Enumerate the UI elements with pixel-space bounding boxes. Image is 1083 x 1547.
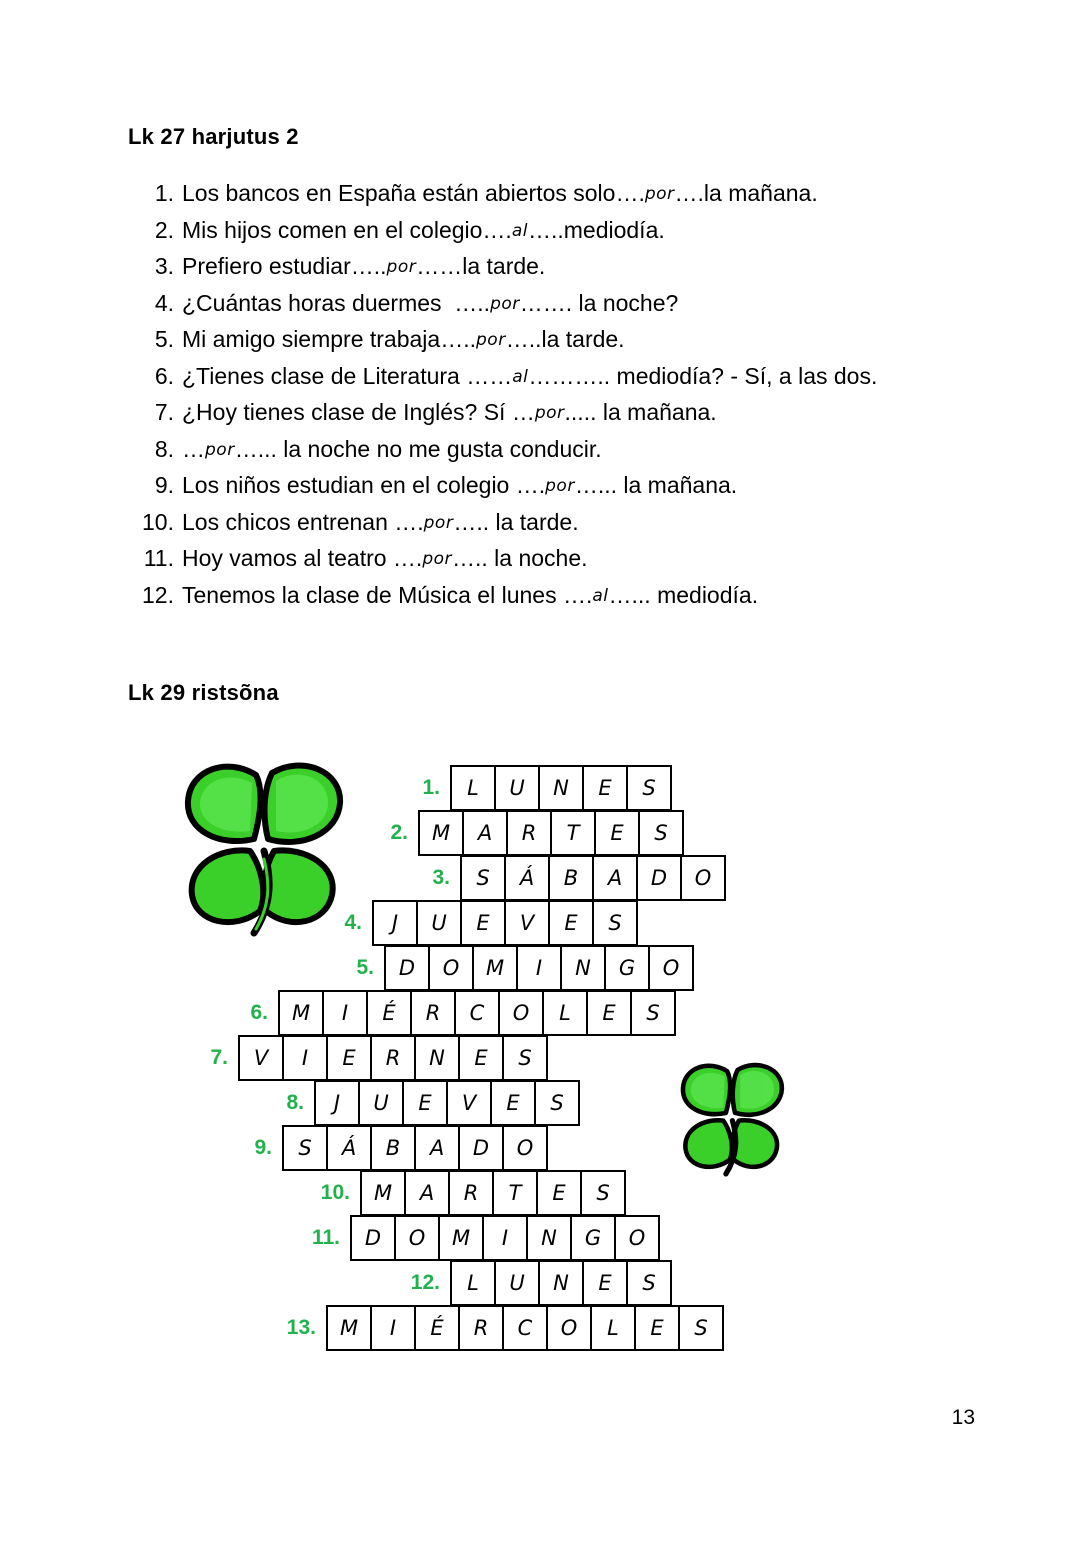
exercise-item-prefix: Mis hijos comen en el colegio…. (182, 216, 512, 243)
exercise-item-suffix: …... mediodía. (608, 581, 759, 608)
crossword-cell[interactable]: E (594, 810, 640, 856)
crossword-cell[interactable]: S (580, 1170, 626, 1216)
exercise-item-number: 10. (142, 508, 174, 535)
exercise-item-suffix: ……….. mediodía? - Sí, a las dos. (528, 362, 878, 389)
exercise-item-text (182, 474, 737, 497)
exercise-item-suffix: ..... la mañana. (564, 399, 717, 425)
crossword-cell[interactable]: L (450, 765, 496, 811)
crossword-row-number: 13. (286, 1316, 316, 1339)
crossword-row-number: 1. (422, 776, 440, 799)
crossword-cell[interactable]: O (498, 990, 544, 1036)
exercise-item-suffix: …..mediodía. (527, 216, 665, 243)
exercise-item-number: 4. (154, 289, 174, 316)
crossword-cell[interactable]: O (648, 945, 694, 991)
crossword-cells (384, 945, 694, 991)
crossword-cells (460, 855, 726, 901)
crossword-cell[interactable]: V (504, 900, 550, 946)
crossword-cell[interactable]: S (678, 1305, 724, 1351)
exercise-item-prefix: Tenemos la clase de Música el lunes …. (182, 581, 593, 608)
crossword-cell[interactable]: E (582, 1260, 628, 1306)
crossword-cells (450, 1260, 672, 1306)
crossword-cell[interactable]: L (450, 1260, 496, 1306)
crossword-cell[interactable]: S (460, 855, 506, 901)
crossword-cell[interactable]: E (460, 900, 506, 946)
exercise-item (130, 547, 950, 570)
crossword-cells (282, 1125, 548, 1171)
exercise-item (130, 255, 950, 278)
exercise-item-answer[interactable]: por (476, 330, 506, 350)
exercise-item-suffix: ……. la noche? (519, 289, 679, 316)
exercise-item-prefix: ¿Tienes clase de Literatura …… (182, 362, 513, 389)
exercise-item (130, 508, 950, 535)
crossword-row-number: 5. (356, 956, 374, 979)
exercise-item (130, 474, 950, 497)
crossword-row-number: 12. (410, 1271, 440, 1294)
exercise-list (130, 182, 950, 620)
exercise-item-number: 6. (154, 362, 174, 389)
exercise-item-suffix: …... la mañana. (574, 472, 738, 498)
crossword-cell[interactable]: M (326, 1305, 372, 1351)
crossword-cell[interactable]: S (630, 990, 676, 1036)
exercise-item-text (182, 182, 818, 205)
crossword-row-number: 11. (311, 1226, 340, 1249)
crossword-cell[interactable]: N (414, 1035, 460, 1081)
crossword-cell[interactable]: T (550, 810, 596, 856)
crossword-cell[interactable]: S (592, 900, 638, 946)
exercise-item-number: 3. (154, 253, 174, 279)
crossword-cell[interactable]: N (560, 945, 606, 991)
crossword-row (404, 855, 726, 901)
crossword-cell[interactable]: D (384, 945, 430, 991)
exercise-item-prefix: ¿Hoy tienes clase de Inglés? Sí … (182, 399, 535, 425)
crossword-row (362, 810, 684, 856)
exercise-item-text (182, 401, 717, 424)
crossword-cell[interactable]: S (638, 810, 684, 856)
crossword-cell[interactable]: S (282, 1125, 328, 1171)
crossword-cell[interactable]: M (360, 1170, 406, 1216)
crossword-cell[interactable]: B (548, 855, 594, 901)
exercise-item-number: 7. (154, 399, 174, 425)
exercise-item (130, 581, 950, 608)
crossword-cell[interactable]: M (472, 945, 518, 991)
crossword-cell[interactable]: O (502, 1125, 548, 1171)
exercise-item-answer[interactable]: al (512, 366, 529, 387)
exercise-item-answer[interactable]: por (490, 293, 520, 314)
crossword-row (258, 1080, 580, 1126)
exercise-item-prefix: Los bancos en España están abiertos solo…. (182, 180, 645, 206)
crossword-cell[interactable]: A (404, 1170, 450, 1216)
crossword-cell[interactable]: U (494, 765, 540, 811)
exercise-item-text (182, 216, 665, 243)
crossword-cell[interactable]: R (458, 1305, 504, 1351)
crossword-cells (278, 990, 676, 1036)
crossword-cell[interactable]: S (626, 1260, 672, 1306)
exercise-item-answer[interactable]: por (386, 257, 417, 277)
crossword-row (294, 1215, 660, 1261)
page-number: 13 (951, 1406, 975, 1429)
exercise-item-text (182, 289, 679, 316)
crossword-cell[interactable]: R (506, 810, 552, 856)
crossword-cell[interactable]: E (586, 990, 632, 1036)
crossword-cell[interactable]: N (526, 1215, 572, 1261)
crossword-cells (238, 1035, 548, 1081)
crossword-cells (326, 1305, 724, 1351)
crossword-row-number: 7. (210, 1046, 228, 1069)
exercise-item-number: 2. (154, 216, 174, 243)
crossword-cell[interactable]: V (238, 1035, 284, 1081)
crossword-cell[interactable]: O (428, 945, 474, 991)
exercise-item-prefix: Hoy vamos al teatro …. (182, 545, 423, 571)
exercise-item-text (182, 435, 602, 462)
exercise-item-prefix: ¿Cuántas horas duermes ….. (182, 289, 491, 316)
crossword-row (316, 900, 638, 946)
crossword-row (226, 1125, 548, 1171)
exercise-item (130, 328, 950, 351)
exercise-item-prefix: Los chicos entrenan …. (182, 508, 424, 535)
crossword-cell[interactable]: Á (326, 1125, 372, 1171)
clover-icon-small (670, 1055, 800, 1185)
crossword-cell[interactable]: C (454, 990, 500, 1036)
exercise-item-number: 9. (154, 472, 174, 498)
crossword-cells (418, 810, 684, 856)
exercise-item-text (182, 328, 625, 351)
crossword-cell[interactable]: A (414, 1125, 460, 1171)
exercise-item-answer[interactable]: por (644, 184, 675, 204)
crossword-cell[interactable]: O (614, 1215, 660, 1261)
exercise-item-suffix: ….la mañana. (674, 180, 818, 206)
exercise-item-number: 1. (154, 180, 174, 206)
crossword-cell[interactable]: N (538, 1260, 584, 1306)
crossword-cell[interactable]: Á (504, 855, 550, 901)
crossword-cell[interactable]: S (534, 1080, 580, 1126)
exercise-item-answer[interactable]: por (205, 439, 235, 460)
exercise-item-text (182, 255, 545, 278)
exercise-item-prefix: Los niños estudian en el colegio …. (182, 472, 546, 498)
exercise-item-answer[interactable]: por (422, 549, 452, 569)
crossword-cell[interactable]: E (548, 900, 594, 946)
exercise-item-answer[interactable]: por (423, 512, 454, 533)
crossword-cell[interactable]: I (370, 1305, 416, 1351)
crossword-cell[interactable]: E (326, 1035, 372, 1081)
exercise-item-number: 8. (154, 435, 174, 462)
crossword-cell[interactable]: R (448, 1170, 494, 1216)
crossword-cells (372, 900, 638, 946)
crossword-cell[interactable]: R (370, 1035, 416, 1081)
exercise-item-number: 12. (142, 581, 174, 608)
crossword-cell[interactable]: E (536, 1170, 582, 1216)
exercise-item-suffix: …... la noche no me gusta conducir. (234, 435, 602, 462)
crossword-cell[interactable]: I (322, 990, 368, 1036)
exercise-item (130, 289, 950, 316)
crossword-cell[interactable]: G (604, 945, 650, 991)
crossword-cells (314, 1080, 580, 1126)
crossword-cell[interactable]: M (438, 1215, 484, 1261)
exercise-item-suffix: …..la tarde. (505, 326, 625, 352)
crossword-cell[interactable]: B (370, 1125, 416, 1171)
exercise-item-answer[interactable]: por (545, 476, 575, 496)
exercise-item (130, 362, 950, 389)
exercise-item (130, 435, 950, 462)
crossword-cell[interactable]: U (358, 1080, 404, 1126)
crossword-row-number: 8. (286, 1091, 304, 1114)
crossword-row-number: 4. (344, 911, 362, 934)
crossword-cell[interactable]: L (590, 1305, 636, 1351)
exercise-item-suffix: ….. la noche. (452, 545, 588, 571)
crossword-cell[interactable]: M (278, 990, 324, 1036)
crossword-cell[interactable]: J (372, 900, 418, 946)
crossword-row-number: 2. (390, 821, 408, 844)
crossword-cell[interactable]: É (414, 1305, 460, 1351)
crossword-cell[interactable]: C (502, 1305, 548, 1351)
exercise-item-answer[interactable]: por (534, 403, 565, 423)
crossword-cell[interactable]: G (570, 1215, 616, 1261)
crossword-row (328, 945, 694, 991)
exercise-item (130, 182, 950, 205)
crossword-cells (450, 765, 672, 811)
crossword-cell[interactable]: E (634, 1305, 680, 1351)
crossword-cell[interactable]: J (314, 1080, 360, 1126)
crossword-cell[interactable]: I (282, 1035, 328, 1081)
crossword-cell[interactable]: M (418, 810, 464, 856)
crossword-cell[interactable]: L (542, 990, 588, 1036)
crossword-row (222, 990, 676, 1036)
exercise-item-text (182, 581, 759, 608)
exercise-item-suffix: ……la tarde. (416, 253, 546, 279)
exercise-item-answer[interactable]: al (511, 220, 528, 241)
exercise-item (130, 216, 950, 243)
exercise-item-number: 5. (154, 326, 174, 352)
crossword-cell[interactable]: I (482, 1215, 528, 1261)
exercise-item (130, 401, 950, 424)
crossword-cell[interactable]: O (680, 855, 726, 901)
exercise-item-prefix: Prefiero estudiar….. (182, 253, 387, 279)
exercise-item-text (182, 362, 878, 389)
crossword-row-number: 6. (250, 1001, 268, 1024)
exercise-item-text (182, 547, 588, 570)
crossword-cell[interactable]: A (592, 855, 638, 901)
crossword-cell[interactable]: T (492, 1170, 538, 1216)
crossword-cell[interactable]: E (582, 765, 628, 811)
crossword-cell[interactable]: E (490, 1080, 536, 1126)
crossword-cell[interactable]: V (446, 1080, 492, 1126)
exercise-item-text (182, 508, 579, 535)
crossword-puzzle (0, 765, 1083, 1365)
crossword-cell[interactable]: O (394, 1215, 440, 1261)
crossword-cell[interactable]: E (458, 1035, 504, 1081)
crossword-cell[interactable]: U (416, 900, 462, 946)
section-heading-crossword: Lk 29 ristsõna (128, 680, 279, 705)
crossword-cell[interactable]: O (546, 1305, 592, 1351)
crossword-cell[interactable]: D (636, 855, 682, 901)
crossword-cell[interactable]: D (350, 1215, 396, 1261)
crossword-row (270, 1305, 724, 1351)
exercise-item-answer[interactable]: al (592, 585, 609, 606)
crossword-cell[interactable]: E (402, 1080, 448, 1126)
crossword-row (394, 1260, 672, 1306)
crossword-row-number: 10. (320, 1181, 350, 1204)
exercise-item-prefix: … (182, 435, 205, 462)
crossword-cell[interactable]: N (538, 765, 584, 811)
crossword-row (304, 1170, 626, 1216)
crossword-row (182, 1035, 548, 1081)
crossword-cell[interactable]: I (516, 945, 562, 991)
exercise-item-prefix: Mi amigo siempre trabaja….. (182, 326, 476, 352)
crossword-cell[interactable]: D (458, 1125, 504, 1171)
crossword-cell[interactable]: R (410, 990, 456, 1036)
crossword-cells (350, 1215, 660, 1261)
crossword-cell[interactable]: U (494, 1260, 540, 1306)
crossword-cell[interactable]: S (502, 1035, 548, 1081)
exercise-item-number: 11. (143, 545, 174, 571)
crossword-cell[interactable]: A (462, 810, 508, 856)
crossword-row-number: 3. (432, 866, 450, 889)
crossword-cells (360, 1170, 626, 1216)
section-heading-exercise: Lk 27 harjutus 2 (128, 124, 299, 149)
crossword-cell[interactable]: É (366, 990, 412, 1036)
crossword-row (394, 765, 672, 811)
exercise-item-suffix: ….. la tarde. (453, 508, 579, 535)
crossword-row-number: 9. (254, 1136, 272, 1159)
crossword-cell[interactable]: S (626, 765, 672, 811)
